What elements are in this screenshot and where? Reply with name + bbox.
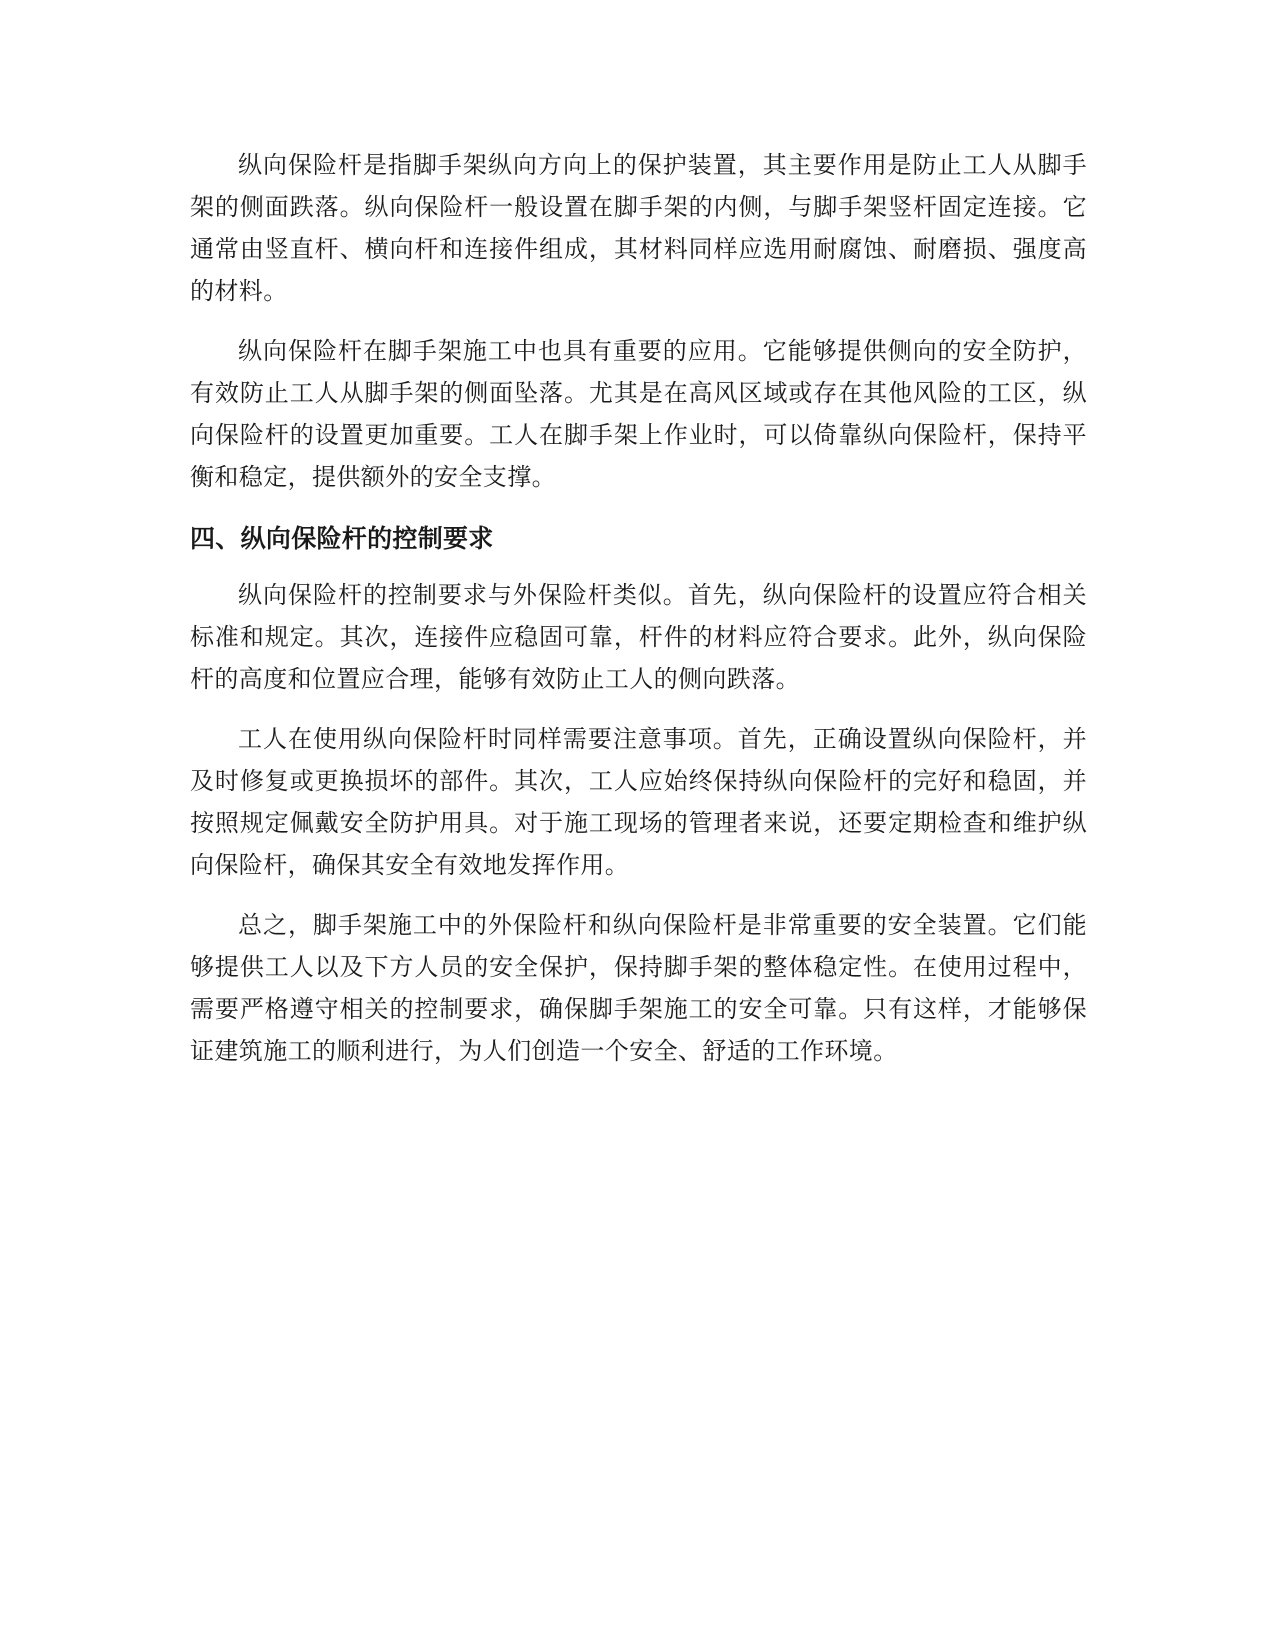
paragraph-longitudinal-rail-application: 纵向保险杆在脚手架施工中也具有重要的应用。它能够提供侧向的安全防护，有效防止工人从脚手架的侧面坠落。尤其是在高风区域或存在其他风险的工区，纵向保险杆的设置更加重要。工人在脚手架上作业时，可以倚靠纵向保险杆，保持平衡和稳定，提供额外的安全支撑。 bbox=[190, 337, 1087, 491]
paragraph-control-requirements: 纵向保险杆的控制要求与外保险杆类似。首先，纵向保险杆的设置应符合相关标准和规定。其次，连接件应稳固可靠，杆件的材料应符合要求。此外，纵向保险杆的高度和位置应合理，能够有效防止工人的侧向跌落。 bbox=[190, 581, 1087, 693]
paragraph-conclusion: 总之，脚手架施工中的外保险杆和纵向保险杆是非常重要的安全装置。它们能够提供工人以及下方人员的安全保护，保持脚手架的整体稳定性。在使用过程中，需要严格遵守相关的控制要求，确保脚手架施工的安全可靠。只有这样，才能够保证建筑施工的顺利进行，为人们创造一个安全、舒适的工作环境。 bbox=[190, 911, 1087, 1065]
section-heading: 四、纵向保险杆的控制要求 bbox=[190, 524, 494, 553]
paragraph-worker-precautions: 工人在使用纵向保险杆时同样需要注意事项。首先，正确设置纵向保险杆，并及时修复或更换损坏的部件。其次，工人应始终保持纵向保险杆的完好和稳固，并按照规定佩戴安全防护用具。对于施工现场的管理者来说，还要定期检查和维护纵向保险杆，确保其安全有效地发挥作用。 bbox=[190, 725, 1087, 879]
paragraph-longitudinal-rail-definition: 纵向保险杆是指脚手架纵向方向上的保护装置，其主要作用是防止工人从脚手架的侧面跌落。纵向保险杆一般设置在脚手架的内侧，与脚手架竖杆固定连接。它通常由竖直杆、横向杆和连接件组成，其材料同样应选用耐腐蚀、耐磨损、强度高的材料。 bbox=[190, 151, 1087, 305]
document-body bbox=[190, 144, 1087, 1090]
